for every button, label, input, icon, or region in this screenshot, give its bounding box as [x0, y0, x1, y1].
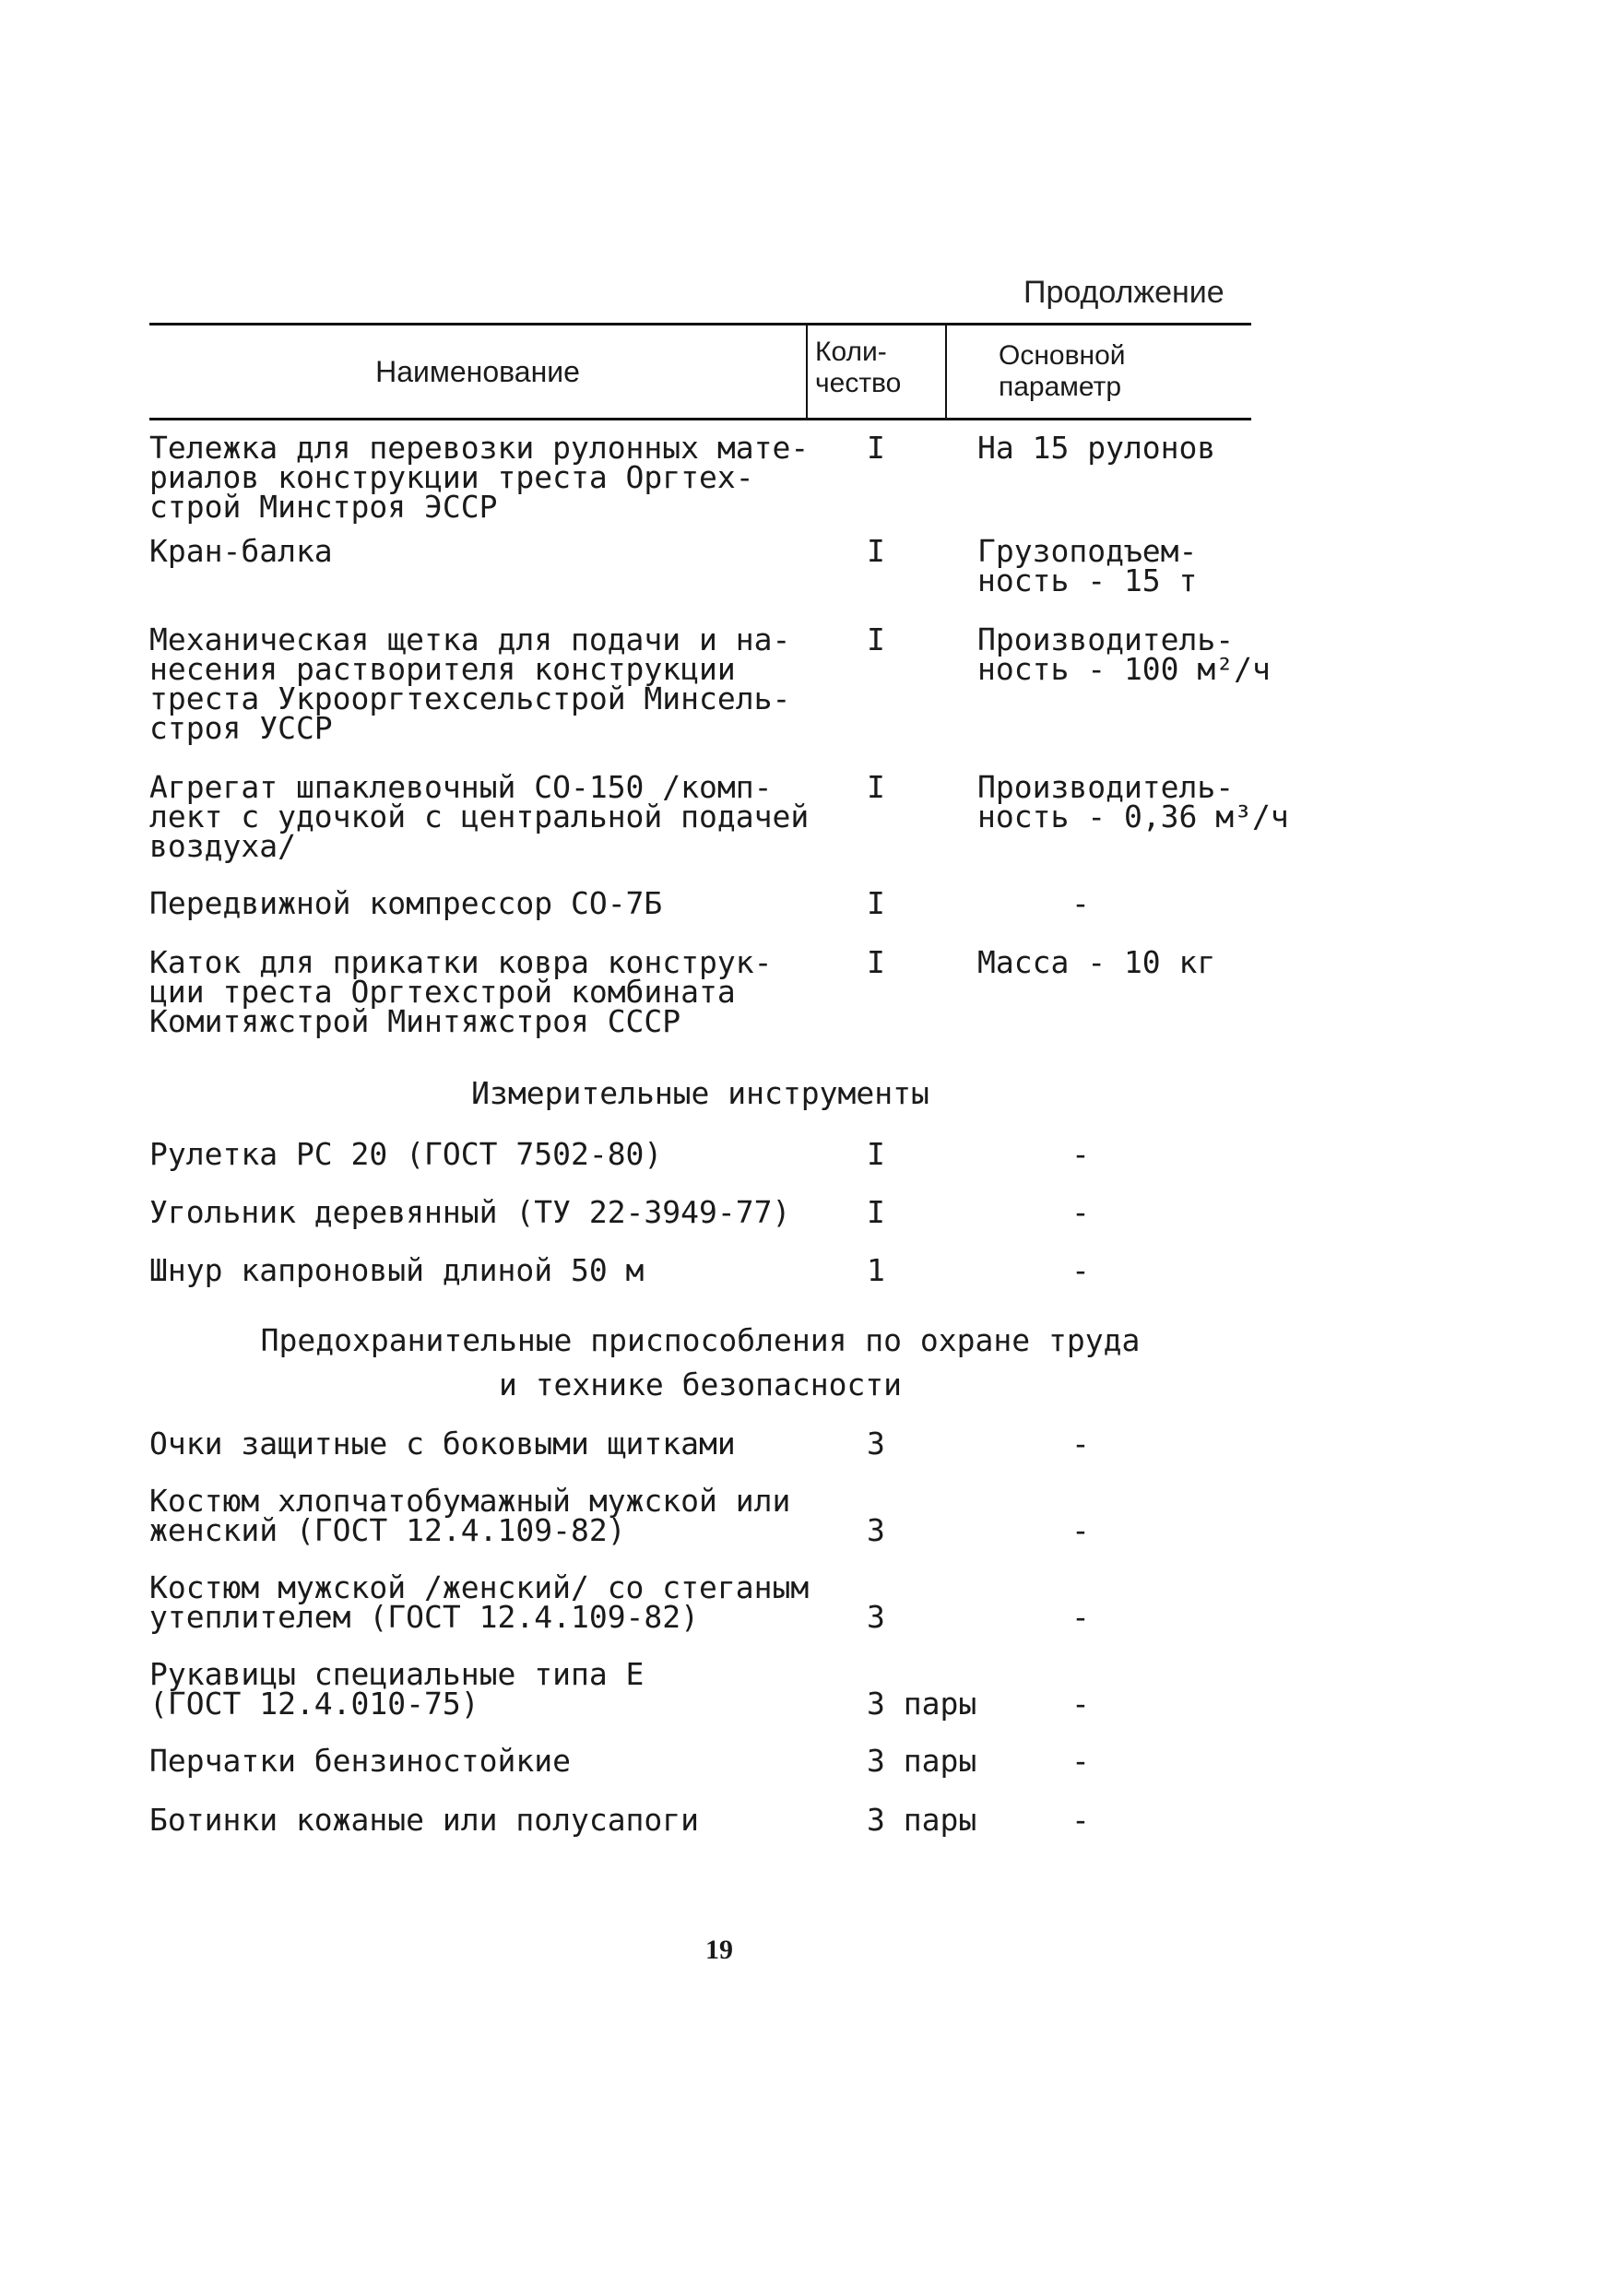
row-name: Рулетка РС 20 (ГОСТ 7502-80): [149, 1136, 663, 1172]
row-qty: I: [867, 885, 885, 921]
row-qty: I: [867, 769, 885, 805]
row-name: Очки защитные с боковыми щитками: [149, 1426, 736, 1462]
row-name: Передвижной компрессор СО-7Б: [149, 885, 663, 921]
row-name: Костюм мужской /женский/ со стеганым утеплителем (ГОСТ 12.4.109-82): [149, 1569, 810, 1635]
row-qty: 3 пары: [867, 1802, 977, 1838]
row-qty: 3: [867, 1512, 885, 1548]
row-name: Костюм хлопчатобумажный мужской или женский (ГОСТ 12.4.109-82): [149, 1483, 791, 1548]
row-param: -: [1071, 1743, 1090, 1779]
header-param: Основной параметр: [999, 340, 1126, 402]
row-qty: I: [867, 621, 885, 657]
row-param: -: [1071, 1426, 1090, 1462]
row-param: -: [1071, 1194, 1090, 1230]
row-param: Производитель- ность - 0,36 м³/ч: [977, 769, 1289, 834]
row-param: -: [1071, 1136, 1090, 1172]
row-qty: I: [867, 1194, 885, 1230]
row-param: Производитель- ность - 100 м²/ч: [977, 621, 1271, 687]
row-qty: I: [867, 533, 885, 569]
row-param: -: [1071, 1599, 1090, 1635]
row-name: Агрегат шпаклевочный СО-150 /комп- лект с удочкой с центральной подачей воздуха/: [149, 769, 810, 864]
row-name: Тележка для перевозки рулонных мате- риалов конструкции треста Оргтех- строй Минстроя ЭССР: [149, 430, 810, 525]
header-name: Наименование: [149, 325, 808, 418]
row-name: Угольник деревянный (ТУ 22-3949-77): [149, 1194, 791, 1230]
row-param: -: [1071, 885, 1090, 921]
row-param: -: [1071, 1802, 1090, 1838]
row-name: Каток для прикатки ковра конструк- ции треста Оргтехстрой комбината Комитяжстрой Минтяжстроя СССР: [149, 944, 773, 1039]
row-name: Кран-балка: [149, 533, 333, 569]
row-qty: 3: [867, 1426, 885, 1462]
header-qty: Коли- чество: [806, 325, 947, 418]
row-qty: 3 пары: [867, 1686, 977, 1722]
row-name: Перчатки бензиностойкие: [149, 1743, 571, 1779]
row-qty: I: [867, 430, 885, 466]
row-param: На 15 рулонов: [977, 430, 1216, 466]
row-param: Грузоподъем- ность - 15 т: [977, 533, 1198, 598]
row-qty: I: [867, 1136, 885, 1172]
row-name: Механическая щетка для подачи и на- несения растворителя конструкции треста Укрооргтехсельстрой Минсель- строя УССР: [149, 621, 791, 746]
section-heading-safety: Предохранительные приспособления по охране труда и технике безопасности: [260, 1322, 1141, 1402]
section-heading-measuring: Измерительные инструменты: [471, 1075, 929, 1111]
row-param: -: [1071, 1512, 1090, 1548]
row-name: Ботинки кожаные или полусапоги: [149, 1802, 700, 1838]
page-number: 19: [705, 1935, 733, 1965]
row-name: Шнур капроновый длиной 50 м: [149, 1252, 645, 1288]
row-qty: 3: [867, 1599, 885, 1635]
row-param: -: [1071, 1252, 1090, 1288]
row-param: -: [1071, 1686, 1090, 1722]
row-param: Масса - 10 кг: [977, 944, 1216, 980]
continuation-label: Продолжение: [1023, 275, 1224, 310]
table-header: [149, 323, 1251, 420]
row-name: Рукавицы специальные типа Е (ГОСТ 12.4.010-75): [149, 1656, 645, 1722]
row-qty: 3 пары: [867, 1743, 977, 1779]
row-qty: 1: [867, 1252, 885, 1288]
row-qty: I: [867, 944, 885, 980]
